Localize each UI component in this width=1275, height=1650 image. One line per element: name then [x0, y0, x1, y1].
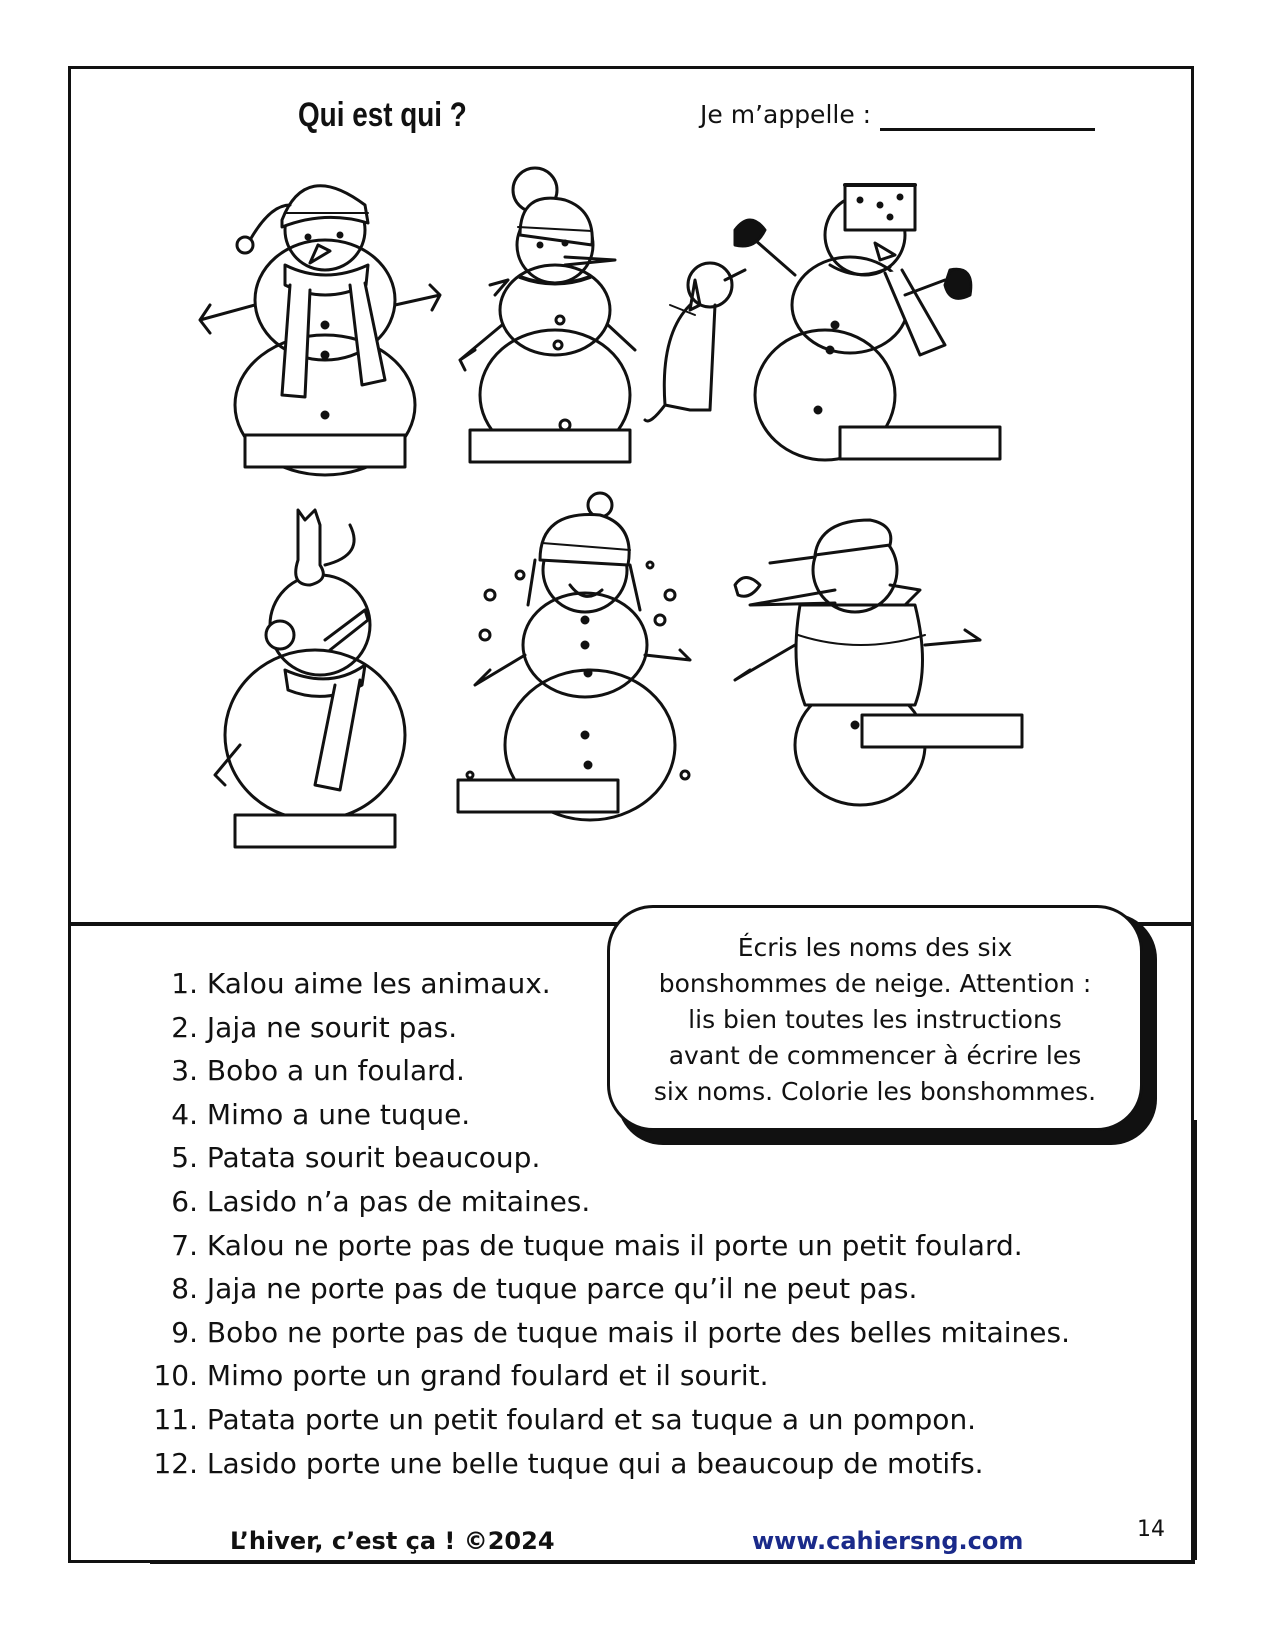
clue-text: Lasido porte une belle tuque qui a beaucoup de motifs.: [206, 1446, 984, 1480]
snowman-3: [735, 185, 1000, 460]
list-item: [150, 1049, 1070, 1093]
clue-text: Jaja ne sourit pas.: [206, 1010, 458, 1044]
clue-text: Kalou ne porte pas de tuque mais il porte un petit foulard.: [206, 1228, 1023, 1262]
clue-number: 8.: [171, 1272, 198, 1306]
list-item: [150, 1180, 1070, 1224]
clue-text: Bobo a un foulard.: [206, 1054, 465, 1088]
dog: [645, 263, 745, 421]
list-item: [150, 1267, 1070, 1311]
clue-number: 2.: [171, 1010, 198, 1044]
list-item: [150, 1006, 1070, 1050]
clue-number: 5.: [171, 1141, 198, 1175]
clue-text: Jaja ne porte pas de tuque parce qu’il ne peut pas.: [206, 1272, 918, 1306]
clue-number: 4.: [171, 1097, 198, 1131]
footer-copyright: L’hiver, c’est ça ! ©2024: [230, 1527, 555, 1555]
clue-number: 6.: [171, 1184, 198, 1218]
list-item: [150, 1354, 1070, 1398]
name-label: Je m’appelle :: [700, 100, 872, 129]
clue-text: Mimo a une tuque.: [206, 1097, 471, 1131]
list-item: [150, 1398, 1070, 1442]
clue-number: 7.: [171, 1228, 198, 1262]
clue-text: Mimo porte un grand foulard et il sourit.: [206, 1359, 769, 1393]
instruction-line: six noms. Colorie les bonshommes.: [653, 1077, 1097, 1106]
name-write-line[interactable]: [880, 128, 1095, 131]
clue-list: [150, 962, 1070, 1485]
snowman-6: [735, 520, 1022, 805]
clue-text: Kalou aime les animaux.: [206, 967, 551, 1000]
clue-text: Bobo ne porte pas de tuque mais il porte des belles mitaines.: [206, 1315, 1071, 1349]
clue-number: 3.: [171, 1054, 198, 1088]
snowman-5: [458, 493, 690, 820]
snowman-1: [200, 186, 440, 475]
list-item: [150, 962, 1070, 1006]
instruction-line: Écris les noms des six: [737, 933, 1013, 962]
clue-number: 1.: [171, 967, 198, 1000]
snowman-2: [460, 168, 635, 462]
footer-website-link[interactable]: www.cahiersng.com: [752, 1527, 1024, 1555]
frame-shadow: [1192, 1120, 1197, 1560]
clue-number: 11.: [153, 1402, 198, 1436]
instruction-line: avant de commencer à écrire les: [668, 1041, 1082, 1070]
list-item: [150, 1136, 1070, 1180]
clue-text: Lasido n’a pas de mitaines.: [206, 1184, 591, 1218]
instruction-line: bonshommes de neige. Attention :: [658, 969, 1092, 998]
clue-text: Patata porte un petit foulard et sa tuque a un pompon.: [206, 1402, 977, 1436]
snowman-4: [215, 510, 405, 847]
page-number: 14: [1137, 1517, 1165, 1542]
snowmen-illustration: [190, 165, 1090, 895]
clue-text: Patata sourit beaucoup.: [206, 1141, 541, 1175]
page-title: Qui est qui ?: [298, 96, 467, 134]
list-item: [150, 1311, 1070, 1355]
list-item: [150, 1442, 1070, 1486]
list-item: [150, 1093, 1070, 1137]
frame-shadow: [150, 1560, 1195, 1564]
clue-number: 9.: [171, 1315, 198, 1349]
instruction-line: lis bien toutes les instructions: [688, 1005, 1062, 1034]
clue-number: 12.: [153, 1446, 198, 1480]
clue-number: 10.: [153, 1359, 198, 1393]
list-item: [150, 1224, 1070, 1268]
